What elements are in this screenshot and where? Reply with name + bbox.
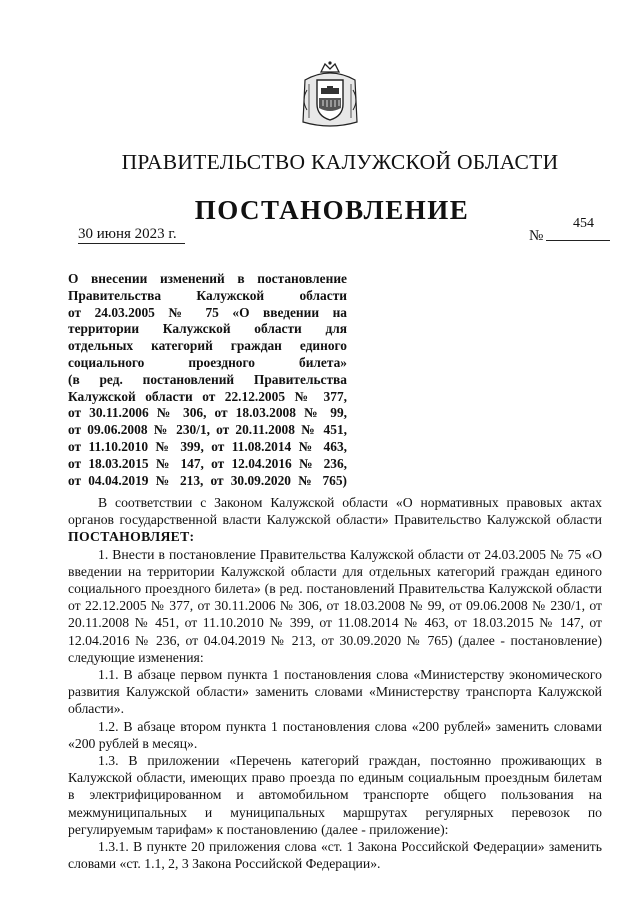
subject-line: социального проездного билета» <box>68 354 347 370</box>
coat-of-arms-icon <box>299 60 361 130</box>
subject-line: Правительства Калужской области <box>68 287 347 303</box>
number-label: № <box>529 228 544 244</box>
preamble-text: В соответствии с Законом Калужской области «О нормативных правовых актах органов государственной власти Калужской области» Правительство Калужской области <box>68 495 602 528</box>
paragraph-1-3: 1.3. В приложении «Перечень категорий граждан, постоянно проживающих в Калужской области, имеющих право проезда по единым социальным проездным билетам в электрифицированном и автомобильном транспорте общего пользования на межмуниципальных и муниципальных маршрутах регулярных перевозок по регулируемым тарифам» к постановлению (далее - приложение): <box>68 753 602 837</box>
subject-line: от 11.10.2010 № 399, от 11.08.2014 № 463, <box>68 438 347 454</box>
subject-line: от 18.03.2015 № 147, от 12.04.2016 № 236, <box>68 455 347 471</box>
document-body <box>68 494 602 872</box>
document-subject <box>68 271 347 489</box>
document-number: 454 <box>573 216 594 231</box>
paragraph-1-3-1: 1.3.1. В пункте 20 приложения слова «ст. 1 Закона Российской Федерации» заменить словами «ст. 1.1, 2, 3 Закона Российской Федерации». <box>68 839 602 872</box>
document-type: ПОСТАНОВЛЕНИЕ <box>194 195 470 225</box>
preamble-paragraph <box>68 494 602 546</box>
number-underline <box>546 240 610 241</box>
subject-line: территории Калужской области для <box>68 321 347 337</box>
subject-line: от 24.03.2005 № 75 «О введении на <box>68 304 347 320</box>
subject-line: от 04.04.2019 № 213, от 30.09.2020 № 765) <box>68 472 347 488</box>
subject-line: О внесении изменений в постановление <box>68 271 347 286</box>
resolves-keyword: ПОСТАНОВЛЯЕТ: <box>68 529 195 545</box>
organization-title: ПРАВИТЕЛЬСТВО КАЛУЖСКОЙ ОБЛАСТИ <box>121 150 559 174</box>
subject-line: отдельных категорий граждан единого <box>68 338 347 354</box>
document-date: 30 июня 2023 г. <box>78 226 185 244</box>
subject-line: от 09.06.2008 № 230/1, от 20.11.2008 № 451, <box>68 422 347 438</box>
paragraph-1: 1. Внести в постановление Правительства Калужской области от 24.03.2005 № 75 «О введении на территории Калужской области для отдельных категорий граждан единого социального проездного билета» (в ред. постановлений Правительства Калужской области от 22.12.2005 № 377, от 30.11.2006 № 306, от 18.03.2008 № 99, от 09.06.2008 № 230/1, от 20.11.2008 № 451, от 11.10.2010 № 399, от 11.08.2014 № 463, от 18.03.2015 № 147, от 12.04.2016 № 236, от 04.04.2019 № 213, от 30.09.2020 № 765) (далее - постановление) следующие изменения: <box>68 546 602 665</box>
subject-line: (в ред. постановлений Правительства <box>68 371 347 387</box>
paragraph-1-1: 1.1. В абзаце первом пункта 1 постановления слова «Министерству экономического развития Калужской области» заменить словами «Министерству транспорта Калужской области». <box>68 667 602 717</box>
paragraph-1-2: 1.2. В абзаце втором пункта 1 постановления слова «200 рублей» заменить словами «200 рублей в месяц». <box>68 718 602 751</box>
subject-line: от 30.11.2006 № 306, от 18.03.2008 № 99, <box>68 405 347 421</box>
subject-line: Калужской области от 22.12.2005 № 377, <box>68 388 347 404</box>
